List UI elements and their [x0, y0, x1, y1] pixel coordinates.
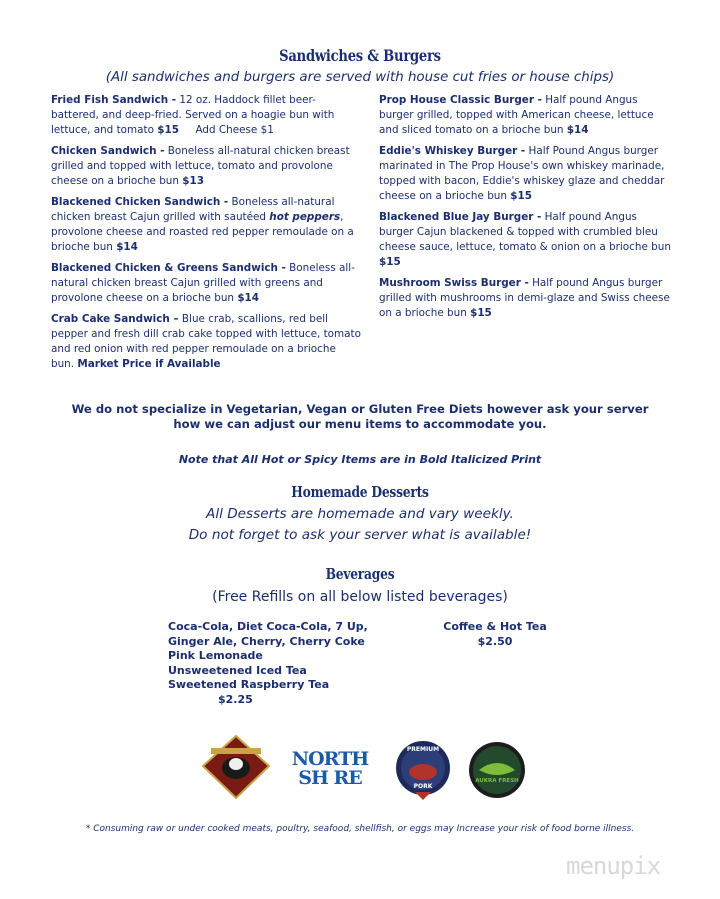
hot-drinks-price: $2.50 [477, 634, 513, 648]
north-shore-logo: NORTH SH RE [291, 748, 369, 789]
soft-drinks-list: Coca-Cola, Diet Coca-Cola, 7 Up, Ginger Ale, Cherry, Cherry Coke Pink Lemonade Unsweetened Iced Tea Sweetened Raspberry Tea $2.25 [168, 620, 408, 707]
angus-logo [201, 734, 271, 800]
spicy-note: Note that All Hot or Spicy Items are in Bold Italicized Print [178, 453, 542, 466]
beverages-subtitle: (Free Refills on all below listed beverages) [212, 589, 508, 605]
desserts-line-1: All Desserts are homemade and vary weekly. [206, 506, 514, 522]
menu-item: Fried Fish Sandwich - 12 oz. Haddock fillet beer-battered, and deep-fried. Served on a hoagie bun with lettuce, and tomato $15 Add Cheese $1 [51, 94, 335, 136]
menu-item: Chicken Sandwich - Boneless all-natural chicken breast grilled and topped with lettuce, tomato and provolone cheese on a brioche bun $13 [51, 145, 350, 187]
burger-column-right [379, 93, 674, 327]
menu-item: Blackened Chicken & Greens Sandwich - Boneless all-natural chicken breast Cajun grilled with greens and provolone cheese on a brioche bun $14 [51, 262, 355, 304]
sandwich-column-left [51, 93, 361, 378]
menu-item: Mushroom Swiss Burger - Half pound Angus burger grilled with mushrooms in demi-glaze and Swiss cheese on a brioche bun $15 [379, 277, 670, 319]
sandwiches-subtitle: (All sandwiches and burgers are served with house cut fries or house chips) [105, 70, 615, 85]
desserts-title: Homemade Desserts [291, 483, 429, 501]
menu-item: Blackened Blue Jay Burger - Half pound Angus burger Cajun blackened & topped with crumbled bleu cheese sauce, lettuce, tomato & onion on a brioche bun $15 [379, 211, 671, 268]
sandwiches-title: Sandwiches & Burgers [279, 46, 441, 65]
menupix-watermark: menupix [566, 852, 661, 880]
aukra-fresh-logo: AUKRA FRESH [467, 740, 527, 800]
menu-item: Eddie's Whiskey Burger - Half Pound Angus burger marinated in The Prop House's own whiskey marinade, topped with bacon, Eddie's whiskey glaze and cheddar cheese on a brioche bun $15 [379, 145, 665, 202]
menu-item: Prop House Classic Burger - Half pound Angus burger grilled, topped with American cheese, lettuce and sliced tomato on a brioche bun $14 [379, 94, 654, 136]
hot-drinks: Coffee & Hot Tea $2.50 [420, 620, 570, 649]
desserts-line-2: Do not forget to ask your server what is available! [188, 527, 532, 543]
soft-drinks-price: $2.25 [218, 692, 253, 706]
food-safety-footnote: * Consuming raw or under cooked meats, poultry, seafood, shellfish, or eggs may Increase your risk of food borne illness. [85, 824, 635, 834]
premium-pork-logo: PREMIUM PORK [393, 738, 453, 802]
menu-item: Blackened Chicken Sandwich - Boneless all-natural chicken breast Cajun grilled with sautéed hot peppers, provolone cheese and roasted red pepper remoulade on a brioche bun $14 [51, 196, 354, 253]
diet-notice: We do not specialize in Vegetarian, Vegan or Gluten Free Diets however ask your server how we can adjust our menu items to accommodate you. [71, 402, 649, 431]
beverages-title: Beverages [325, 565, 395, 583]
menu-item: Crab Cake Sandwich – Blue crab, scallions, red bell pepper and fresh dill crab cake topped with lettuce, tomato and red onion with red pepper remoulade on a brioche bun. Market Price if Available [51, 313, 361, 370]
